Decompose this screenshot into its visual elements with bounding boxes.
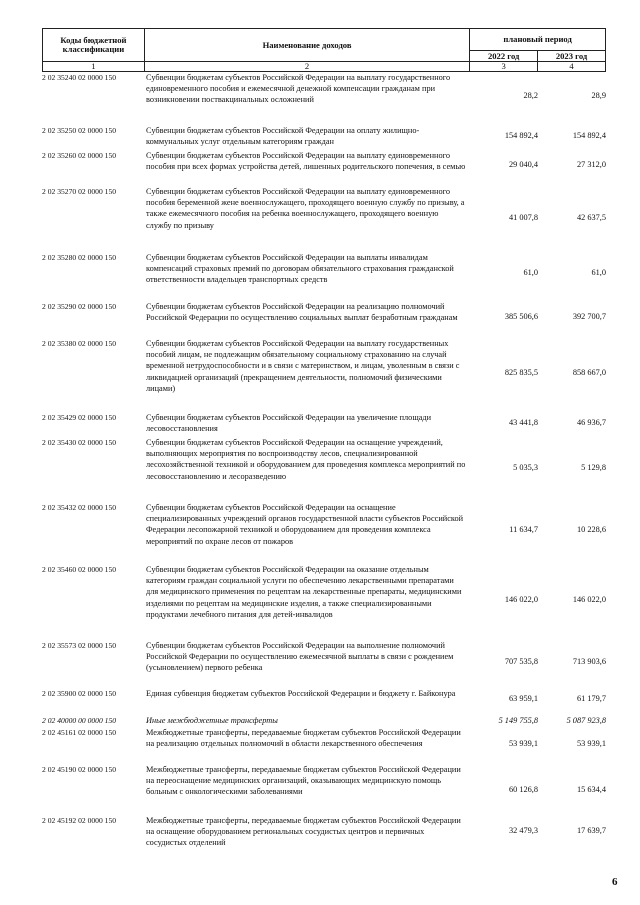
row-value-2023: 5 087 923,8 (566, 716, 606, 725)
row-code: 2 02 35573 02 0000 150 (42, 641, 117, 650)
row-value-2022: 41 007,8 (508, 213, 538, 222)
row-value-2022: 825 835,5 (504, 368, 538, 377)
row-value-2023: 61 179,7 (576, 694, 606, 703)
row-name: Межбюджетные трансферты, передаваемые бюджетам субъектов Российской Федерации на реализацию отдельных полномочий в области лекарственного обеспечения (146, 728, 461, 749)
page-number: 6 (612, 876, 618, 888)
row-code: 2 02 35380 02 0000 150 (42, 339, 117, 348)
row-value-2023: 392 700,7 (572, 312, 606, 321)
row-name: Межбюджетные трансферты, передаваемые бюджетам субъектов Российской Федерации на оснащение оборудованием региональных сосудистых центров и первичных сосудистых отделений (146, 816, 461, 848)
row-value-2022: 60 126,8 (508, 785, 538, 794)
header-name-column: Наименование доходов (144, 29, 469, 62)
row-value-2023: 10 228,6 (576, 525, 606, 534)
row-code: 2 02 45192 02 0000 150 (42, 816, 117, 825)
row-code: 2 02 35900 02 0000 150 (42, 689, 117, 698)
header-num-4: 4 (538, 62, 606, 72)
row-value-2022: 53 939,1 (508, 739, 538, 748)
table-header (42, 28, 606, 72)
row-code: 2 02 35290 02 0000 150 (42, 302, 117, 311)
row-value-2022: 154 892,4 (504, 131, 538, 140)
header-num-3: 3 (470, 62, 538, 72)
row-value-2023: 146 022,0 (572, 595, 606, 604)
row-value-2022: 5 035,3 (513, 463, 538, 472)
row-value-2023: 27 312,0 (576, 160, 606, 169)
row-name: Субвенции бюджетам субъектов Российской Федерации на выплату государственного единовременного пособия и ежемесячной денежной компенсации гражданам при возникновении поствакцинальных осложнений (146, 73, 451, 105)
row-code: 2 02 35270 02 0000 150 (42, 187, 117, 196)
row-code: 2 02 35250 02 0000 150 (42, 126, 117, 135)
row-code: 2 02 35240 02 0000 150 (42, 73, 117, 82)
row-value-2022: 28,2 (523, 91, 538, 100)
row-name: Субвенции бюджетам субъектов Российской Федерации на оплату жилищно-коммунальных услуг отдельным категориям граждан (146, 126, 420, 147)
row-name: Субвенции бюджетам субъектов Российской Федерации на оснащение учреждений, выполняющих мероприятия по воспроизводству лесов, специализированной лесохозяйственной техникой и оборудованием для проведения комплекса мероприятий по лесовосстановлению и лесоразведению (146, 438, 466, 481)
header-num-2: 2 (144, 62, 469, 72)
row-value-2023: 713 903,6 (572, 657, 606, 666)
row-name: Субвенции бюджетам субъектов Российской Федерации на оказание отдельным категориям граждан социальной услуги по обеспечению лекарственными препаратами для медицинского применения по рецептам на лекарственные препараты, медицинскими изделиями по рецептам на медицинские изделия, а также специализированными продуктами лечебного питания для детей-инвалидов (146, 565, 462, 619)
row-code: 2 02 35432 02 0000 150 (42, 503, 117, 512)
row-value-2022: 707 535,8 (504, 657, 538, 666)
row-name: Субвенции бюджетам субъектов Российской Федерации на реализацию полномочий Российской Федерации по осуществлению социальных выплат безработным гражданам (146, 302, 458, 323)
row-value-2022: 5 149 755,8 (498, 716, 538, 725)
row-value-2023: 46 936,7 (576, 418, 606, 427)
row-value-2023: 17 639,7 (576, 826, 606, 835)
row-name: Субвенции бюджетам субъектов Российской Федерации на выплаты инвалидам компенсаций страховых премий по договорам обязательного страхования гражданской ответственности владельцев транспортных средств (146, 253, 454, 285)
header-period: плановый период (470, 29, 606, 51)
row-name: Субвенции бюджетам субъектов Российской Федерации на оснащение специализированных учреждений органов государственной власти субъектов Российской Федерации лесопожарной техникой и оборудованием для проведения комплекса мероприятий по охране лесов от пожаров (146, 503, 464, 546)
row-name: Субвенции бюджетам субъектов Российской Федерации на выплату единовременного пособия беременной жене военнослужащего, проходящего военную службу по призыву, а также ежемесячного пособия на ребенка военнослужащего, проходящего военную службу по призыву (146, 187, 465, 230)
row-value-2022: 385 506,6 (504, 312, 538, 321)
row-value-2023: 15 634,4 (576, 785, 606, 794)
header-code-column: Коды бюджетной классификации (43, 29, 145, 62)
row-code: 2 02 35460 02 0000 150 (42, 565, 117, 574)
row-value-2022: 11 634,7 (509, 525, 538, 534)
row-value-2022: 29 040,4 (508, 160, 538, 169)
row-value-2022: 43 441,8 (508, 418, 538, 427)
row-value-2022: 63 959,1 (508, 694, 538, 703)
row-value-2023: 53 939,1 (576, 739, 606, 748)
header-year-2023: 2023 год (538, 51, 606, 62)
row-value-2023: 28,9 (591, 91, 606, 100)
row-value-2023: 858 667,0 (572, 368, 606, 377)
row-name: Субвенции бюджетам субъектов Российской Федерации на увеличение площади лесовосстановления (146, 413, 432, 434)
row-code: 2 02 45190 02 0000 150 (42, 765, 117, 774)
row-value-2022: 146 022,0 (504, 595, 538, 604)
row-value-2022: 61,0 (523, 268, 538, 277)
header-year-2022: 2022 год (470, 51, 538, 62)
row-code: 2 02 35430 02 0000 150 (42, 438, 117, 447)
row-value-2022: 32 479,3 (508, 826, 538, 835)
row-name: Субвенции бюджетам субъектов Российской Федерации на выплату единовременного пособия при всех формах устройства детей, лишенных родительского попечения, в семью (146, 151, 466, 172)
header-num-1: 1 (43, 62, 145, 72)
row-value-2023: 5 129,8 (581, 463, 606, 472)
row-code: 2 02 45161 02 0000 150 (42, 728, 117, 737)
row-name: Межбюджетные трансферты, передаваемые бюджетам субъектов Российской Федерации на переоснащение медицинских организаций, оказывающих медицинскую помощь больным с онкологическими заболеваниями (146, 765, 461, 797)
row-name: Иные межбюджетные трансферты (146, 716, 278, 725)
row-code: 2 02 40000 00 0000 150 (42, 716, 117, 725)
row-name: Субвенции бюджетам субъектов Российской Федерации на выполнение полномочий Российской Федерации по осуществлению ежемесячной выплаты в связи с рождением (усыновлением) первого ребенка (146, 641, 454, 673)
row-code: 2 02 35260 02 0000 150 (42, 151, 117, 160)
row-value-2023: 42 637,5 (576, 213, 606, 222)
row-value-2023: 154 892,4 (572, 131, 606, 140)
row-code: 2 02 35280 02 0000 150 (42, 253, 117, 262)
row-name: Единая субвенция бюджетам субъектов Российской Федерации и бюджету г. Байконура (146, 689, 456, 698)
row-code: 2 02 35429 02 0000 150 (42, 413, 117, 422)
row-value-2023: 61,0 (591, 268, 606, 277)
row-name: Субвенции бюджетам субъектов Российской Федерации на выплату государственных пособий лицам, не подлежащим обязательному социальному страхованию на случай временной нетрудоспособности и в связи с материнством, и лицам, уволенным в связи с ликвидацией организаций (прекращением деятельности, полномочий физическими лицами) (146, 339, 460, 393)
